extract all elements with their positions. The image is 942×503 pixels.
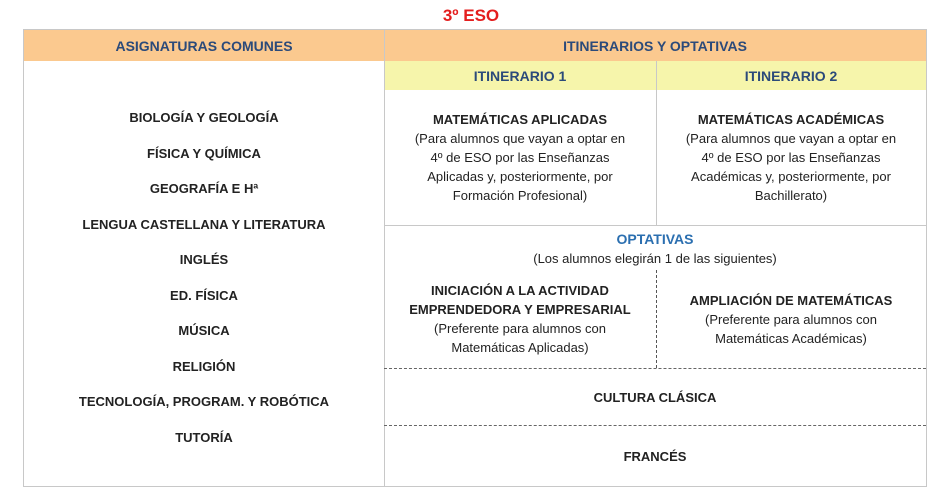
list-item: INGLÉS (179, 252, 229, 267)
itinerario-2-note: Académicas y, posteriormente, por (691, 169, 891, 184)
header-asignaturas-comunes: ASIGNATURAS COMUNES (24, 30, 384, 61)
optativa-2-note: (Preferente para alumnos con (705, 311, 877, 327)
header-itinerarios-optativas: ITINERARIOS Y OPTATIVAS (384, 30, 926, 61)
list-item: LENGUA CASTELLANA Y LITERATURA (82, 216, 326, 232)
itinerario-1-note: (Para alumnos que vayan a optar en (414, 131, 626, 146)
page-title: 3º ESO (442, 6, 500, 25)
list-item: TECNOLOGÍA, PROGRAM. Y ROBÓTICA (78, 394, 330, 409)
itinerario-1-subject: MATEMÁTICAS APLICADAS (432, 112, 608, 127)
itinerario-1-note: Aplicadas y, posteriormente, por (427, 169, 613, 184)
optativas-subtitle: (Los alumnos elegirán 1 de las siguientes) (533, 251, 777, 266)
optativa-frances-cell (384, 426, 926, 486)
optativa-1-note: Matemáticas Aplicadas) (451, 340, 589, 355)
optativa-1-note: (Preferente para alumnos con (434, 321, 606, 336)
optativa-iniciacion-cell (384, 273, 656, 365)
optativa-1-subject: EMPRENDEDORA Y EMPRESARIAL (409, 302, 631, 317)
list-item: BIOLOGÍA Y GEOLOGÍA (129, 110, 279, 125)
itinerario-1-note: Formación Profesional) (452, 188, 588, 203)
list-item: MÚSICA (178, 323, 230, 338)
itinerario-2-note: (Para alumnos que vayan a optar en (685, 131, 897, 146)
subjects-table (23, 29, 927, 487)
itinerario-2-note: Bachillerato) (754, 188, 828, 203)
common-subjects-list (24, 108, 384, 463)
list-item: ED. FÍSICA (170, 287, 238, 303)
optativa-ampliacion-cell (656, 273, 926, 365)
optativas-header (384, 228, 926, 270)
optativa-2-subject: AMPLIACIÓN DE MATEMÁTICAS (689, 292, 893, 308)
optativa-cultura-clasica-cell (384, 369, 926, 425)
itinerario-1-note: 4º de ESO por las Enseñanzas (430, 150, 610, 165)
optativas-title: OPTATIVAS (616, 231, 694, 247)
itinerario-2-subject: MATEMÁTICAS ACADÉMICAS (697, 112, 885, 127)
header-itinerario-1: ITINERARIO 1 (384, 61, 656, 90)
list-item: RELIGIÓN (172, 358, 236, 374)
optativa-1-subject: INICIACIÓN A LA ACTIVIDAD (431, 283, 609, 298)
list-item: GEOGRAFÍA E Hª (149, 181, 259, 196)
itinerario-1-cell (384, 90, 656, 225)
header-itinerario-2: ITINERARIO 2 (656, 61, 926, 90)
optativa-2-note: Matemáticas Académicas) (715, 330, 867, 346)
list-item: TUTORÍA (175, 429, 233, 445)
itinerario-2-note: 4º de ESO por las Enseñanzas (701, 150, 881, 165)
row-divider (384, 225, 926, 226)
optativa-4-subject: FRANCÉS (623, 448, 687, 464)
optativa-3-subject: CULTURA CLÁSICA (593, 389, 717, 405)
itinerario-2-cell (656, 90, 926, 225)
list-item: FÍSICA Y QUÍMICA (147, 145, 261, 161)
